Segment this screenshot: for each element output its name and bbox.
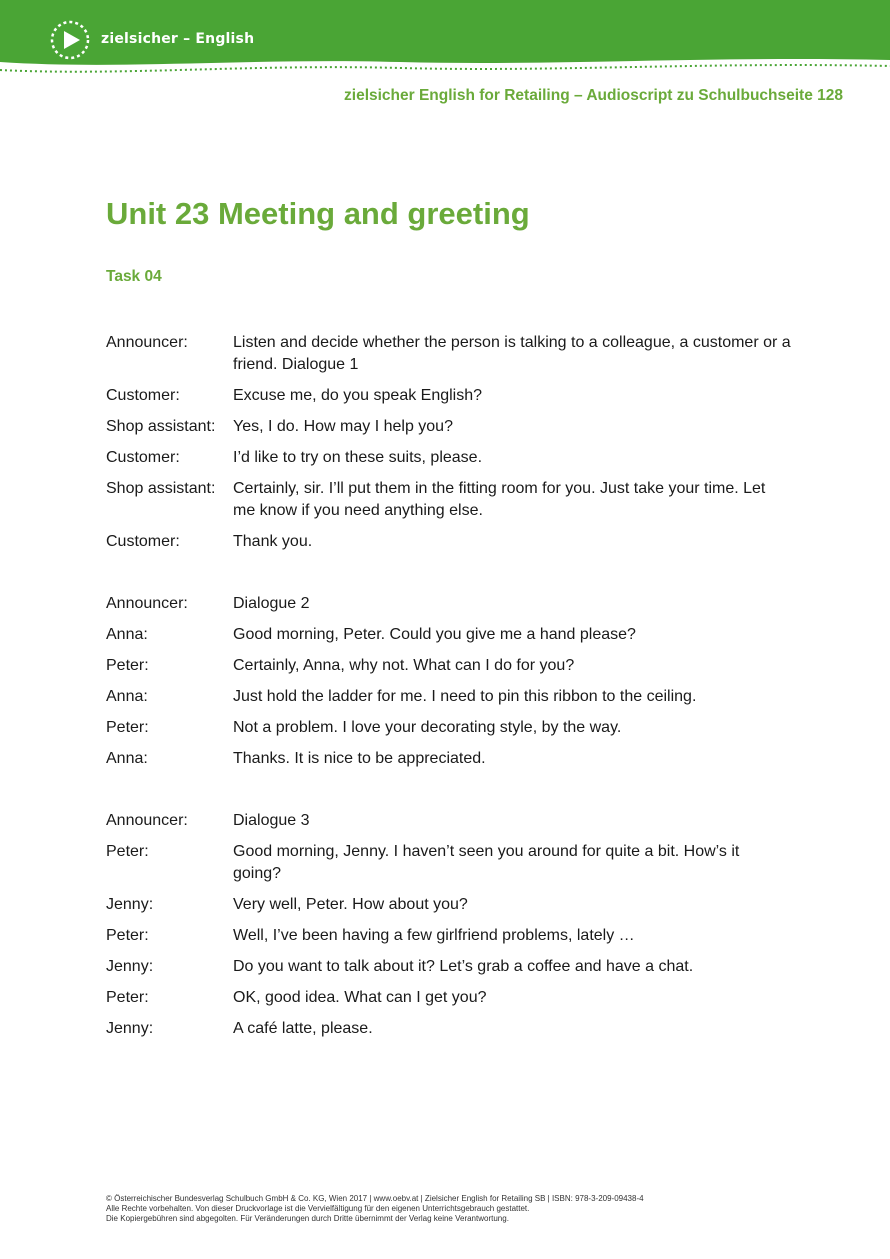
dialogue-row xyxy=(106,385,796,407)
dialogue-line: A café latte, please. xyxy=(233,1020,373,1037)
dialogue-line: Listen and decide whether the person is talking to a colleague, a customer or a friend. Dialogue 1 xyxy=(233,334,791,373)
speaker-label: Shop assistant: xyxy=(106,480,216,497)
dialogue-line: Thanks. It is nice to be appreciated. xyxy=(233,750,486,767)
dialogue-row xyxy=(106,531,796,553)
dialogue-line: Dialogue 2 xyxy=(233,595,310,612)
speaker-label: Peter: xyxy=(106,657,149,674)
dialogue-row xyxy=(106,925,796,947)
speaker-label: Anna: xyxy=(106,688,148,705)
footer-copyright xyxy=(106,1194,644,1224)
footer-line: Alle Rechte vorbehalten. Von dieser Druckvorlage ist die Vervielfältigung für den eigenen Unterrichtsgebrauch gestattet. xyxy=(106,1204,530,1213)
speaker-label: Announcer: xyxy=(106,812,188,829)
dialogue-row xyxy=(106,1018,796,1040)
dialogue-line: I’d like to try on these suits, please. xyxy=(233,449,483,466)
dialogue-line: Yes, I do. How may I help you? xyxy=(233,418,453,435)
dialogue-line: OK, good idea. What can I get you? xyxy=(233,989,487,1006)
dialogue-row xyxy=(106,841,796,885)
footer-line: Die Kopiergebühren sind abgegolten. Für Veränderungen durch Dritte übernimmt der Verlag keine Verantwortung. xyxy=(106,1214,509,1223)
dialogue-row xyxy=(106,717,796,739)
dialogue-line: Just hold the ladder for me. I need to pin this ribbon to the ceiling. xyxy=(233,688,697,705)
dialogue-row xyxy=(106,416,796,438)
dialogue-line: Do you want to talk about it? Let’s grab a coffee and have a chat. xyxy=(233,958,694,975)
speaker-label: Shop assistant: xyxy=(106,418,216,435)
header-banner xyxy=(0,0,890,80)
speaker-label: Jenny: xyxy=(106,896,154,913)
dialogue-line: Certainly, Anna, why not. What can I do for you? xyxy=(233,657,575,674)
dialogue-row xyxy=(106,894,796,916)
dialogue-row xyxy=(106,655,796,677)
document-header: zielsicher English for Retailing – Audioscript zu Schulbuchseite 128 xyxy=(344,87,843,104)
dialogue-row xyxy=(106,593,796,615)
dialogue-line: Thank you. xyxy=(233,533,313,550)
dialogue-line: Well, I’ve been having a few girlfriend problems, lately … xyxy=(233,927,635,944)
dialogue-row xyxy=(106,332,796,376)
dialogue-line: Excuse me, do you speak English? xyxy=(233,387,483,404)
speaker-label: Anna: xyxy=(106,626,148,643)
dialogue-row xyxy=(106,447,796,469)
dialogue-line: Dialogue 3 xyxy=(233,812,310,829)
speaker-label: Customer: xyxy=(106,387,180,404)
speaker-label: Announcer: xyxy=(106,595,188,612)
task-label: Task 04 xyxy=(106,268,162,285)
dialogue-row xyxy=(106,478,796,522)
dialogue-row xyxy=(106,810,796,832)
dialogue-transcript xyxy=(106,332,796,1049)
speaker-label: Jenny: xyxy=(106,1020,154,1037)
speaker-label: Customer: xyxy=(106,533,180,550)
dialogue-line: Good morning, Peter. Could you give me a hand please? xyxy=(233,626,636,643)
dialogue-line: Certainly, sir. I’ll put them in the fitting room for you. Just take your time. Let me know if you need anything else. xyxy=(233,480,766,519)
speaker-label: Peter: xyxy=(106,719,149,736)
speaker-label: Jenny: xyxy=(106,958,154,975)
speaker-label: Customer: xyxy=(106,449,180,466)
speaker-label: Peter: xyxy=(106,989,149,1006)
speaker-label: Peter: xyxy=(106,843,149,860)
dialogue-row xyxy=(106,686,796,708)
speaker-label: Anna: xyxy=(106,750,148,767)
dialogue-line: Good morning, Jenny. I haven’t seen you around for quite a bit. How’s it going? xyxy=(233,843,740,882)
dialogue-row xyxy=(106,748,796,770)
dialogue-row xyxy=(106,987,796,1009)
dialogue-row xyxy=(106,956,796,978)
dialogue-row xyxy=(106,624,796,646)
dialogue-line: Very well, Peter. How about you? xyxy=(233,896,468,913)
unit-title: Unit 23 Meeting and greeting xyxy=(106,196,530,231)
speaker-label: Announcer: xyxy=(106,334,188,351)
brand-name: zielsicher – English xyxy=(101,31,255,47)
footer-line: © Österreichischer Bundesverlag Schulbuch GmbH & Co. KG, Wien 2017 | www.oebv.at | Zielsicher English for Retailing SB | ISBN: 978-3-209-09438-4 xyxy=(106,1194,644,1203)
dialogue-line: Not a problem. I love your decorating style, by the way. xyxy=(233,719,622,736)
speaker-label: Peter: xyxy=(106,927,149,944)
